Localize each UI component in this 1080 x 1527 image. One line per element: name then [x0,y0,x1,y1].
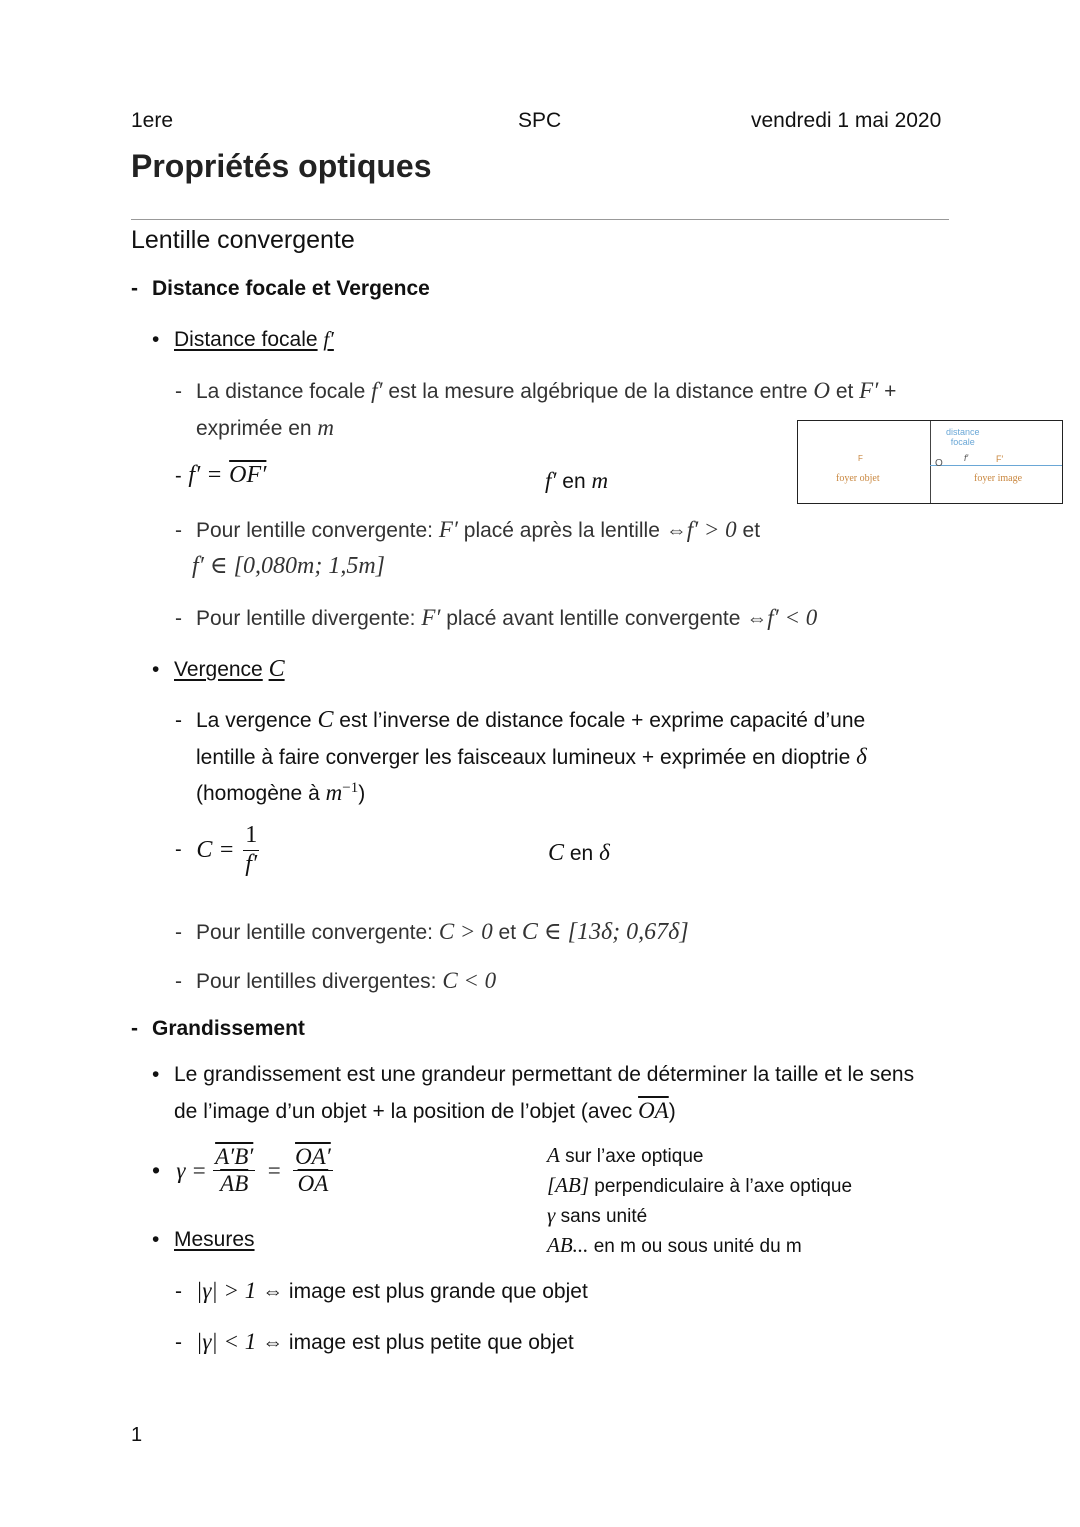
section-title: Lentille convergente [131,226,355,254]
optical-axis [930,465,1062,466]
vergence-unit: C en δ [548,840,610,866]
mesure-plus-petite: - |γ| < 1 ⇔ image est plus petite que objet [175,1329,574,1354]
note-perpendiculaire: [AB] perpendiculaire à l’axe optique [547,1173,853,1197]
grandissement-def-line1: • Le grandissement est une grandeur permettant de déterminer la taille et le sens [152,1063,915,1086]
vergence-convergente: - Pour lentille convergente: C > 0 et C ∈ [13δ; 0,67δ] [175,919,689,945]
header-subject: SPC [518,109,562,132]
focal-definition-line1: - La distance focale f′ est la mesure algébrique de la distance entre O et F′ + [175,378,897,403]
lens-line [930,421,931,503]
vergence-def-line1: - La vergence C est l’inverse de distance focale + exprime capacité d’une [175,707,866,733]
page-number: 1 [131,1424,143,1446]
label-distance-focale: distance focale [946,427,980,447]
label-foyer-objet: foyer objet [836,473,880,484]
heading-grandissement: - Grandissement [131,1017,305,1040]
grandissement-notes [547,1141,852,1261]
focal-unit: f′ en m [545,468,609,493]
note-axe: A sur l’axe optique [547,1143,704,1167]
vergence-def-line3: (homogène à $m^{-1}$) [196,780,366,805]
focal-divergente: - Pour lentille divergente: F′ placé avant lentille convergente ⇔f′ < 0 [175,605,818,630]
page-title: Propriétés optiques [131,148,432,184]
vergence-def-line2: lentille à faire converger les faisceaux lumineux + exprimée en dioptrie δ [196,744,867,769]
title-divider [131,219,949,220]
header-date: vendredi 1 mai 2020 [751,109,942,132]
focal-convergente: - Pour lentille convergente: F′ placé après la lentille ⇔f′ > 0 et [175,517,761,542]
focal-formula: - f′ = OF′ [175,462,267,488]
label-f: f′ [964,453,969,463]
focal-definition-line2: exprimée en m [196,415,335,440]
vergence-divergente: - Pour lentilles divergentes: C < 0 [175,968,497,993]
label-F: F [858,454,863,463]
note-unite: AB... en m ou sous unité du m [547,1233,802,1257]
bullet-mesures: • Mesures [152,1228,255,1251]
label-O: O [935,458,943,469]
lens-diagram [797,420,1063,504]
vergence-formula: - C = $\frac{1}{f'}$ [175,822,258,877]
heading-distance-vergence: - Distance focale et Vergence [131,277,430,300]
focal-interval: f′ ∈ [0,080m; 1,5m] [192,553,386,579]
bullet-distance-focale: • Distance focale f′ [152,327,334,351]
label-foyer-image: foyer image [974,473,1023,484]
label-Fp: F′ [996,454,1004,464]
mesure-plus-grande: - |γ| > 1 ⇔ image est plus grande que objet [175,1278,588,1303]
bullet-vergence: • Vergence C [152,656,285,682]
header-level: 1ere [131,109,174,132]
note-sans-unite: γ sans unité [547,1203,648,1227]
grandissement-formula: • γ = $\frac{A'B'}{AB}$ = $\frac{OA'}{OA}$ [152,1144,331,1197]
grandissement-def-line2: de l’image d’un objet + la position de l’objet (avec $\overline{OA}$) [174,1098,676,1123]
